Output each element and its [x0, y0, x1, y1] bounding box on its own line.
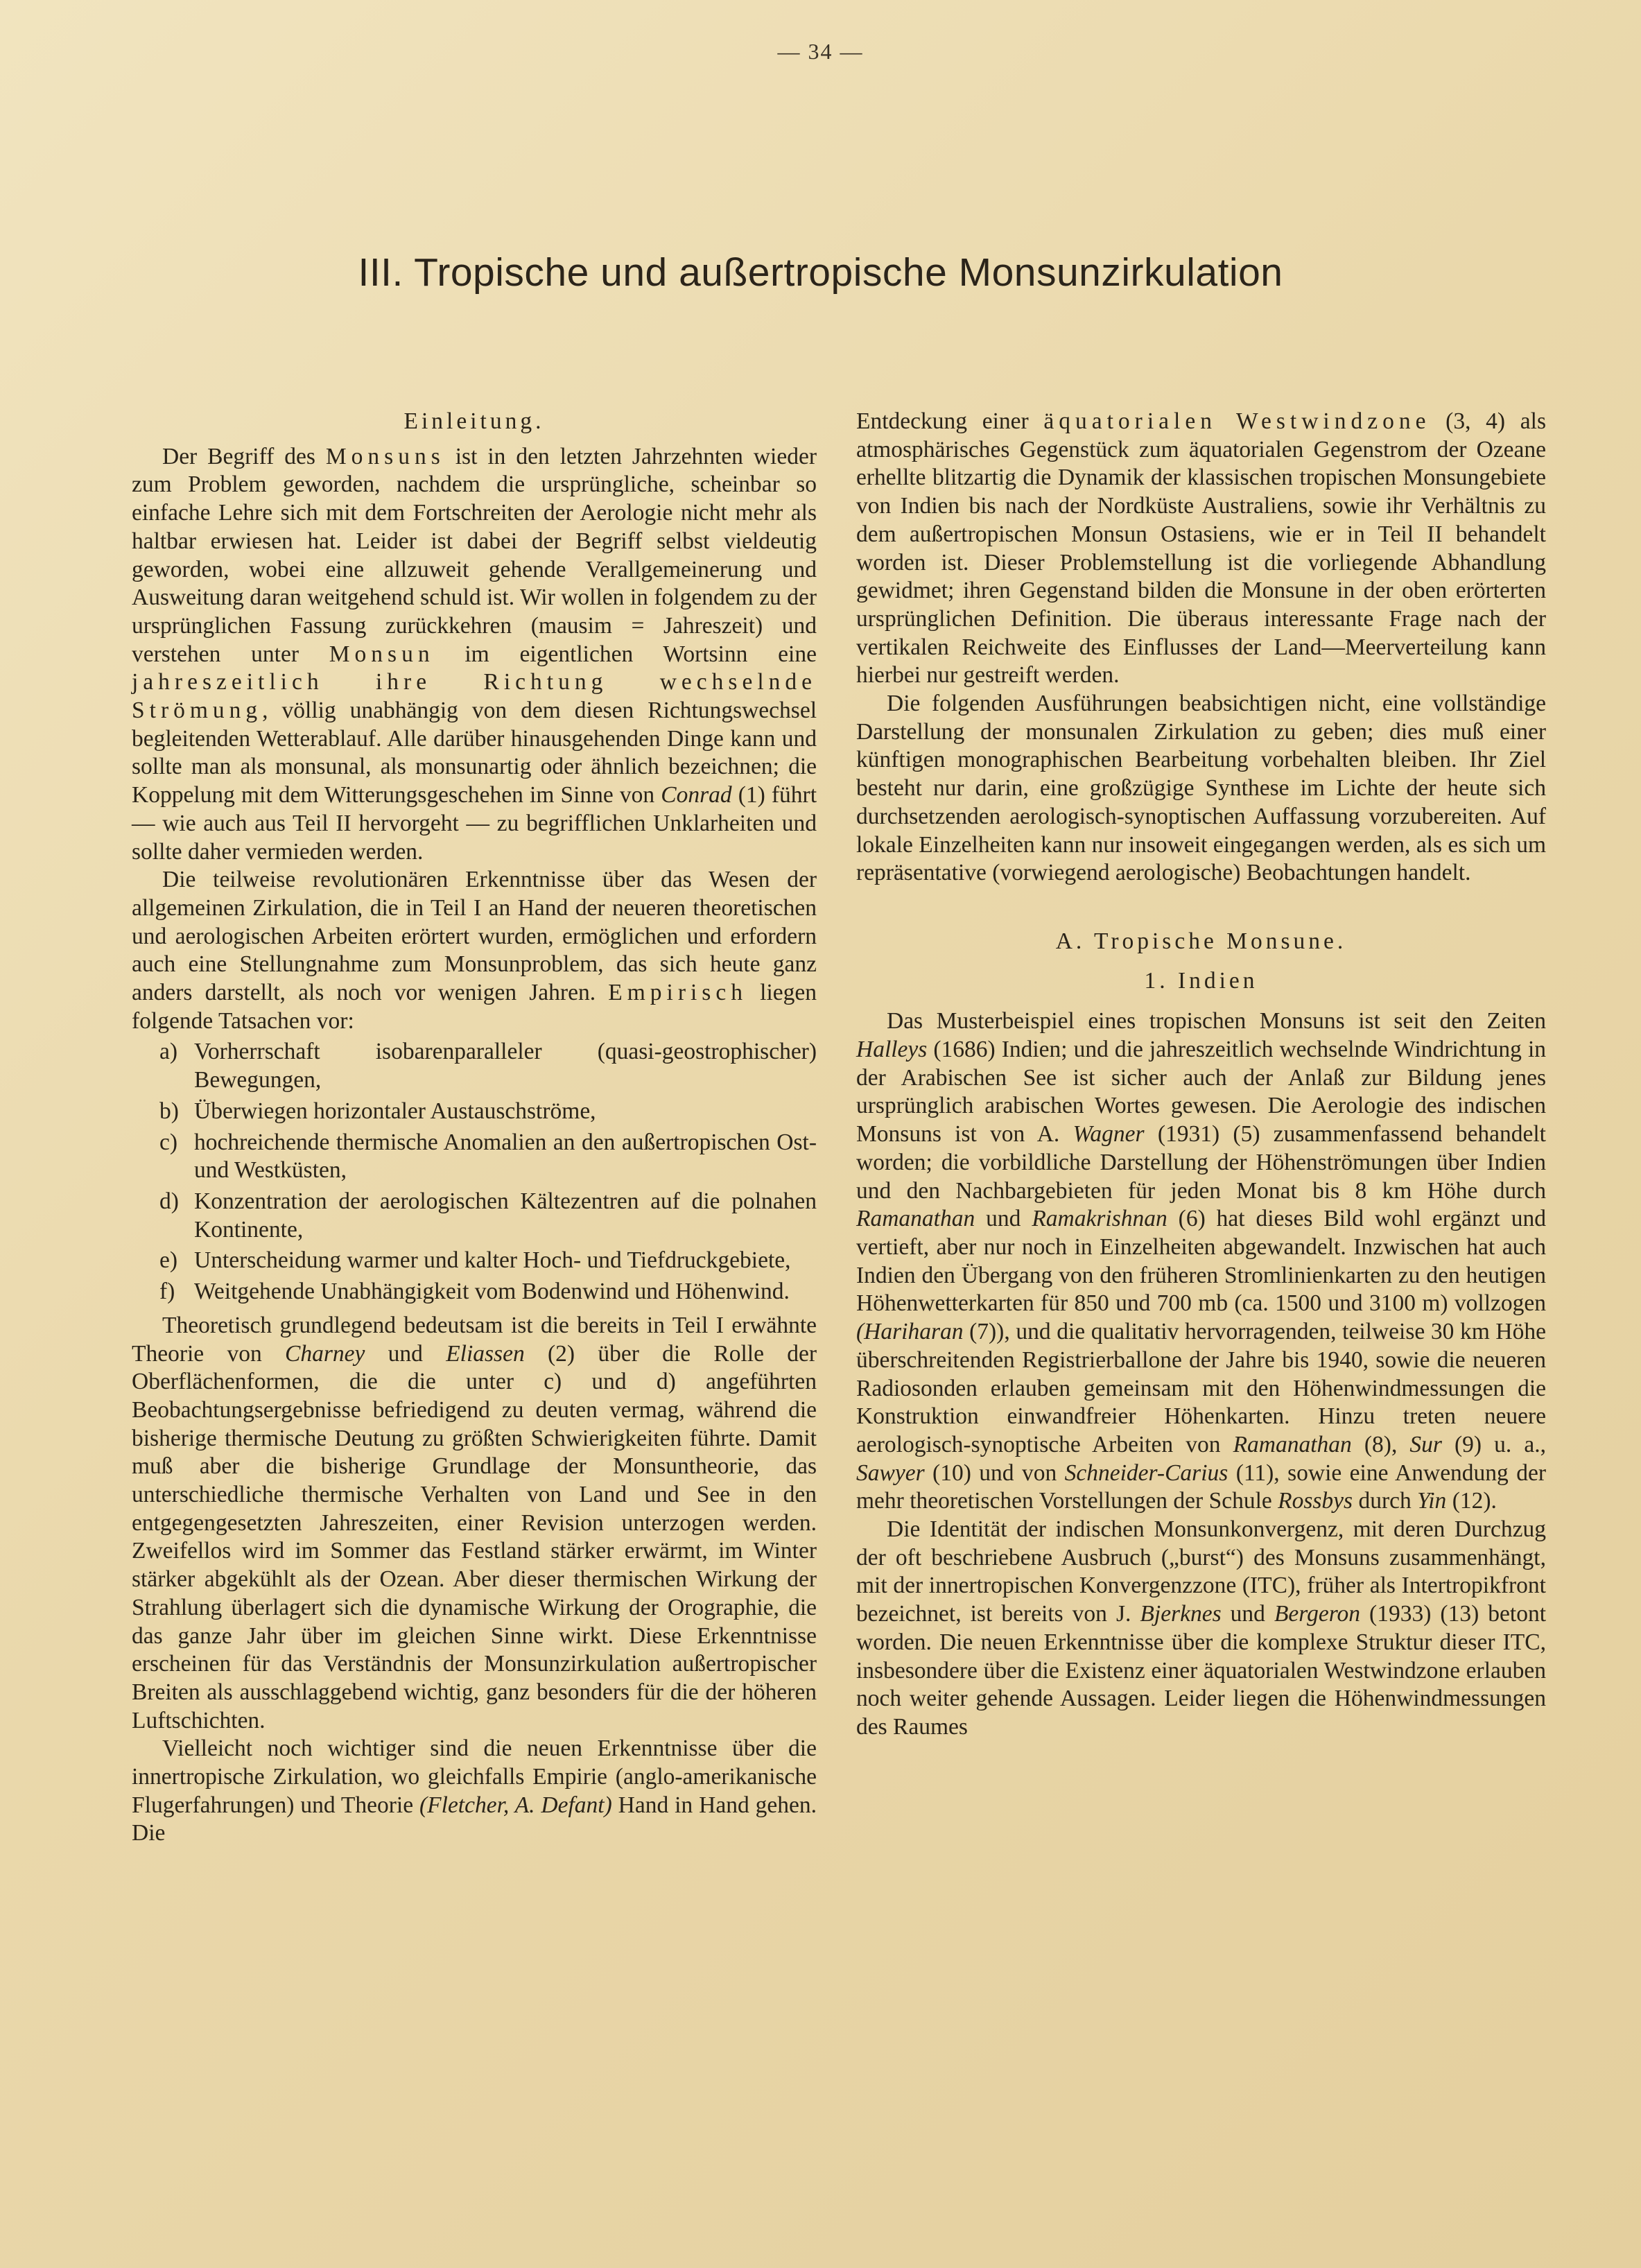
page-number: — 34 — — [777, 39, 864, 64]
paragraph: Die Identität der indischen Monsunkonvergenz, mit deren Durchzug der oft beschriebene Ausbruch („burst“) des Monsuns zusammenhängt, mit der innertropischen Konvergenzzone (ITC), früher als Intertropikfront bezeichnet, ist bereits von J. Bjerknes und Bergeron (1933) (13) betont worden. Die neuen Erkenntnisse über die komplexe Struktur dieser ITC, insbesondere über die Existenz einer äquatorialen Westwindzone erlauben noch weiter gehende Aussagen. Leider liegen die Höhenwindmessungen des Raumes — [856, 1516, 1547, 1740]
chapter-title: III. Tropische und außertropische Monsunzirkulation — [358, 250, 1283, 295]
subsection-heading-indien: 1. Indien — [1144, 967, 1258, 994]
left-column — [132, 408, 817, 1848]
list-item: f) Weitgehende Unabhängigkeit vom Bodenwind und Höhenwind. — [159, 1279, 790, 1305]
paragraph: Die teilweise revolutionären Erkenntnisse über das Wesen der allgemeinen Zirkulation, die in Teil I an Hand der neueren theoretischen und aerologischen Arbeiten erörtert wurden, ermöglichen und erfordern auch eine Stellungnahme zum Monsunproblem, das sich heute ganz anders darstellt, als noch vor wenigen Jahren. Empirisch liegen folgende Tatsachen vor: — [132, 867, 817, 1034]
section-heading-tropische-monsune: A. Tropische Monsune. — [1055, 928, 1347, 954]
right-column — [856, 408, 1546, 1742]
list-item: b) Überwiegen horizontaler Austauschströme, — [159, 1098, 596, 1124]
paragraph: Vielleicht noch wichtiger sind die neuen Erkenntnisse über die innertropische Zirkulation, wo gleichfalls Empirie (anglo-amerikanische Flugerfahrungen) und Theorie (Fletcher, A. Defant) Hand in Hand gehen. Die — [132, 1735, 817, 1846]
list-item: d) Konzentration der aerologischen Kältezentren auf die polnahen Kontinente, — [159, 1188, 817, 1243]
paragraph: Theoretisch grundlegend bedeutsam ist die bereits in Teil I erwähnte Theorie von Charney und Eliassen (2) über die Rolle der Oberflächenformen, die die unter c) und d) angeführten Beobachtungsergebnisse befriedigend zu deuten vermag, während die bisherige thermische Deutung zu größten Schwierigkeiten führte. Damit muß aber die bisherige Grundlage der Monsuntheorie, das unterschiedliche thermische Verhalten von Land und See in den entgegengesetzten Jahreszeiten, einer Revision unterzogen werden. Zweifellos wird im Sommer das Festland stärker erwärmt, im Winter stärker abgekühlt als der Ozean. Aber dieser thermischen Wirkung der Strahlung überlagert sich die dynamische Wirkung der Orographie, die das ganze Jahr über im gleichen Sinne wirkt. Diese Erkenntnisse erscheinen für das Verständnis der Monsunzirkulation außertropischer Breiten als ausschlaggebend wichtig, ganz besonders für die der höheren Luftschichten. — [132, 1312, 817, 1733]
paragraph: Das Musterbeispiel eines tropischen Monsuns ist seit den Zeiten Halleys (1686) Indien; und die jahreszeitlich wechselnde Windrichtung in der Arabischen See ist sicher auch der Anlaß zur Bildung jenes ursprünglich arabischen Wortes gewesen. Die Aerologie des indischen Monsuns ist von A. Wagner (1931) (5) zusammenfassend behandelt worden; die vorbildliche Darstellung der Höhenströmungen über Indien und den Nachbargebieten für jeden Monat bis 8 km Höhe durch Ramanathan und Ramakrishnan (6) hat dieses Bild wohl ergänzt und vertieft, aber nur noch in Einzelheiten abgewandelt. Inzwischen hat auch Indien den Übergang von den früheren Stromlinienkarten zu den heutigen Höhenwetterkarten für 850 und 700 mb (ca. 1500 und 3100 m) vollzogen (Hariharan (7)), und die qualitativ hervorragenden, teilweise 30 km Höhe überschreitenden Registrierballone der Jahre bis 1940, sowie die neueren Radiosonden erlauben gemeinsam mit den Höhenwindmessungen die Konstruktion einwandfreier Höhenkarten. Hinzu treten neuere aerologisch-synoptische Arbeiten von Ramanathan (8), Sur (9) u. a., Sawyer (10) und von Schneider-Carius (11), sowie eine Anwendung der mehr theoretischen Vorstellungen der Schule Rossbys durch Yin (12). — [856, 1008, 1547, 1514]
list-item: e) Unterscheidung warmer und kalter Hoch- und Tiefdruckgebiete, — [159, 1247, 791, 1274]
section-heading-einleitung: Einleitung. — [403, 408, 545, 434]
facts-list — [132, 1038, 817, 1306]
paragraph: Die folgenden Ausführungen beabsichtigen nicht, eine vollständige Darstellung der monsunalen Zirkulation zu geben; dies muß einer künftigen monographischen Bearbeitung vorbehalten bleiben. Ihr Ziel besteht nur darin, eine großzügige Synthese im Lichte der heute sich durchsetzenden aerologisch-synoptischen Auffassung vorzubereiten. Auf lokale Einzelheiten kann nur insoweit eingegangen werden, als es sich um repräsentative (vorwiegend aerologische) Beobachtungen handelt. — [856, 691, 1546, 886]
list-item: c) hochreichende thermische Anomalien an den außertropischen Ost- und Westküsten, — [159, 1129, 817, 1184]
paragraph: Der Begriff des Monsuns ist in den letzten Jahrzehnten wieder zum Problem geworden, nachdem die ursprüngliche, scheinbar so einfache Lehre sich mit dem Fortschreiten der Aerologie nicht mehr als haltbar erwiesen hat. Leider ist dabei der Begriff selbst vieldeutig geworden, wobei eine allzuweit gehende Verallgemeinerung und Ausweitung daran weitgehend schuld ist. Wir wollen in folgendem zu der ursprünglichen Fassung zurückkehren (mausim = Jahreszeit) und verstehen unter Monsun im eigentlichen Wortsinn eine jahreszeitlich ihre Richtung wechselnde Strömung, völlig unabhängig von dem diesen Richtungswechsel begleitenden Wetterablauf. Alle darüber hinausgehenden Dinge kann und sollte man als monsunal, als monsunartig oder ähnlich bezeichnen; die Koppelung mit dem Witterungsgeschehen im Sinne von Conrad (1) führt — wie auch aus Teil II hervorgeht — zu begrifflichen Unklarheiten und sollte daher vermieden werden. — [132, 443, 817, 865]
list-item: a) Vorherrschaft isobarenparalleler (quasi-geostrophischer) Bewegungen, — [159, 1039, 817, 1093]
paragraph: Entdeckung einer äquatorialen Westwindzone (3, 4) als atmosphärisches Gegenstück zum äquatorialen Gegenstrom der Ozeane erhellte blitzartig die Dynamik der klassischen tropischen Monsungebiete von Indien bis nach der Nordküste Australiens, sowie ihr Verhältnis zu dem außertropischen Monsun Ostasiens, wie er in Teil II behandelt worden ist. Dieser Problemstellung ist die vorliegende Abhandlung gewidmet; ihren Gegenstand bilden die Monsune in der oben erörterten ursprünglichen Definition. Die überaus interessante Frage nach der vertikalen Reichweite des Einflusses der Land—Meerverteilung kann hierbei nur gestreift werden. — [856, 408, 1546, 689]
